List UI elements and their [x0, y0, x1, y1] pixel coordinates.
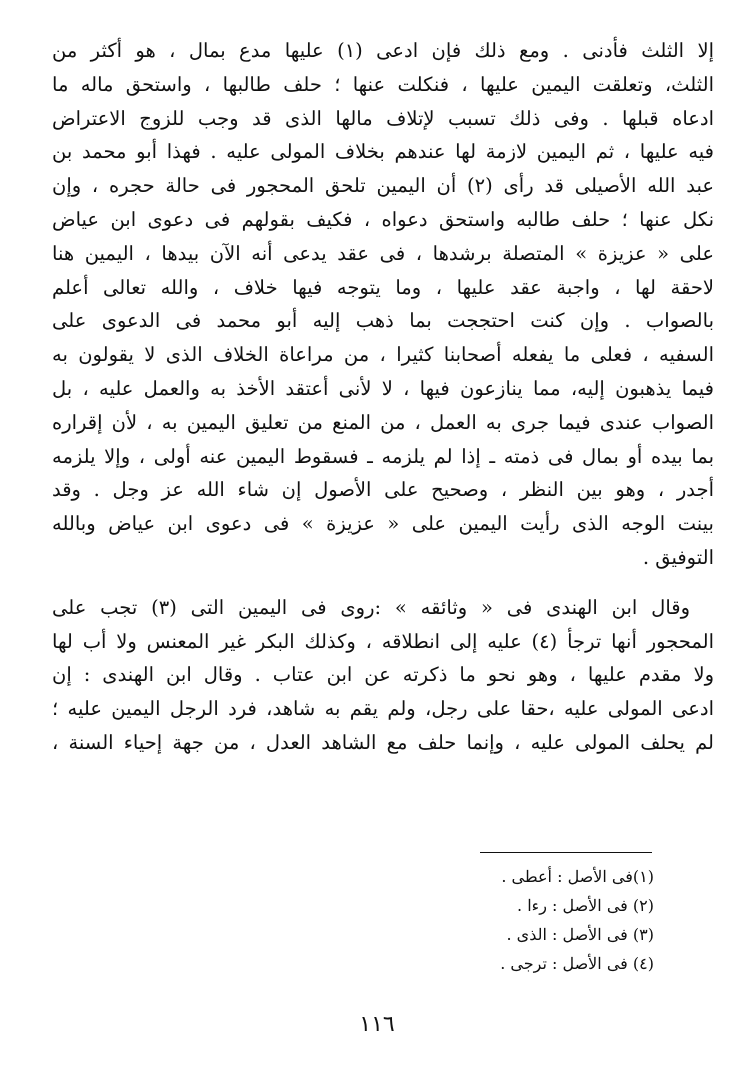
text-line: التوفيق .: [642, 545, 714, 569]
footnote-divider: [480, 852, 652, 853]
text-line: على « عزيزة » المتصلة برشدها ، فى عقد يدعى أنه الآن بيدها ، اليمين هنا: [52, 241, 714, 265]
text-line: ولا مقدم عليها ، وهو نحو ما ذكرته عن ابن عتاب . وقال ابن الهندى : إن: [52, 663, 714, 687]
text-line: لم يحلف المولى عليه ، وإنما حلف مع الشاهد العدل ، من جهة إحياء السنة ،: [52, 730, 714, 754]
text-line: المحجور أنها ترجأ (٤) عليه إلى انطلاقه ، وكذلك البكر غير المعنس ولا أب لها: [52, 629, 714, 653]
footnotes: [500, 862, 654, 978]
page-number: ١١٦: [359, 1012, 395, 1037]
footnote: (٤) فى الأصل : ترجى .: [500, 954, 654, 973]
text-line: أجدر ، وهو بين النظر ، وصحيح على الأصول إن شاء الله عز وجل . وقد: [52, 478, 714, 502]
text-line: إلا الثلث فأدنى . ومع ذلك فإن ادعى (١) عليها مدع بمال ، هو أكثر من: [52, 39, 714, 62]
text-line: ادعى المولى عليه ،حقا على رجل، ولم يقم به شاهد، فرد الرجل اليمين عليه ؛: [52, 697, 714, 721]
main-text: [52, 34, 714, 760]
paragraph-gap: [52, 575, 714, 591]
text-line: لاحقة لها ، واجبة عقد عليها ، وما يتوجه فيها خلاف ، والله تعالى أعلم: [52, 275, 714, 299]
text-line: ادعاه قبلها . وفى ذلك تسبب لإتلاف مالها الذى قد وجب للزوج الاعتراض: [52, 106, 714, 130]
footnote: (١)فى الأصل : أعطى .: [501, 867, 654, 886]
text-line: بينت الوجه الذى رأيت اليمين على « عزيزة » فى دعوى ابن عياض وبالله: [52, 512, 714, 536]
footnote: (٢) فى الأصل : رءا .: [517, 896, 654, 915]
text-line: بالصواب . وإن كنت احتججت بما ذهب إليه أبو محمد فى الدعوى على: [52, 309, 714, 333]
text-line: عبد الله الأصيلى قد رأى (٢) أن اليمين تلحق المحجور فى حالة حجره ، وإن: [52, 174, 714, 198]
text-line: الثلث، وتعلقت اليمين عليها ، فنكلت عنها ؛ حلف طالبها ، واستحق ماله ما: [52, 72, 714, 96]
text-line: نكل عنها ؛ حلف طالبه واستحق دعواه ، فكيف بقولهم فى دعوى ابن عياض: [52, 207, 714, 231]
footnote: (٣) فى الأصل : الذى .: [506, 925, 654, 944]
text-line: فيه عليها ، ثم اليمين لازمة لها عندهم بخلاف المولى عليه . فهذا أبو محمد بن: [52, 140, 714, 164]
text-line: وقال ابن الهندى فى « وثائقه » :روى فى اليمين التى (٣) تجب على: [52, 595, 690, 619]
text-line: السفيه ، فعلى ما يفعله أصحابنا كثيرا ، من مراعاة الخلاف الذى لا يقولون به: [52, 343, 714, 367]
text-line: بما بيده أو بمال فى ذمته ـ إذا لم يلزمه ـ فسقوط اليمين عنه أولى ، وإلا يلزمه: [52, 444, 714, 468]
text-line: الصواب عندى فيما جرى به العمل ، من المنع من تعليق اليمين به ، لأن إقراره: [52, 410, 714, 434]
text-line: فيما يذهبون إليه، مما ينازعون فيها ، لا لأنى أعتقد الأخذ به والعمل عليه ، بل: [52, 376, 714, 400]
